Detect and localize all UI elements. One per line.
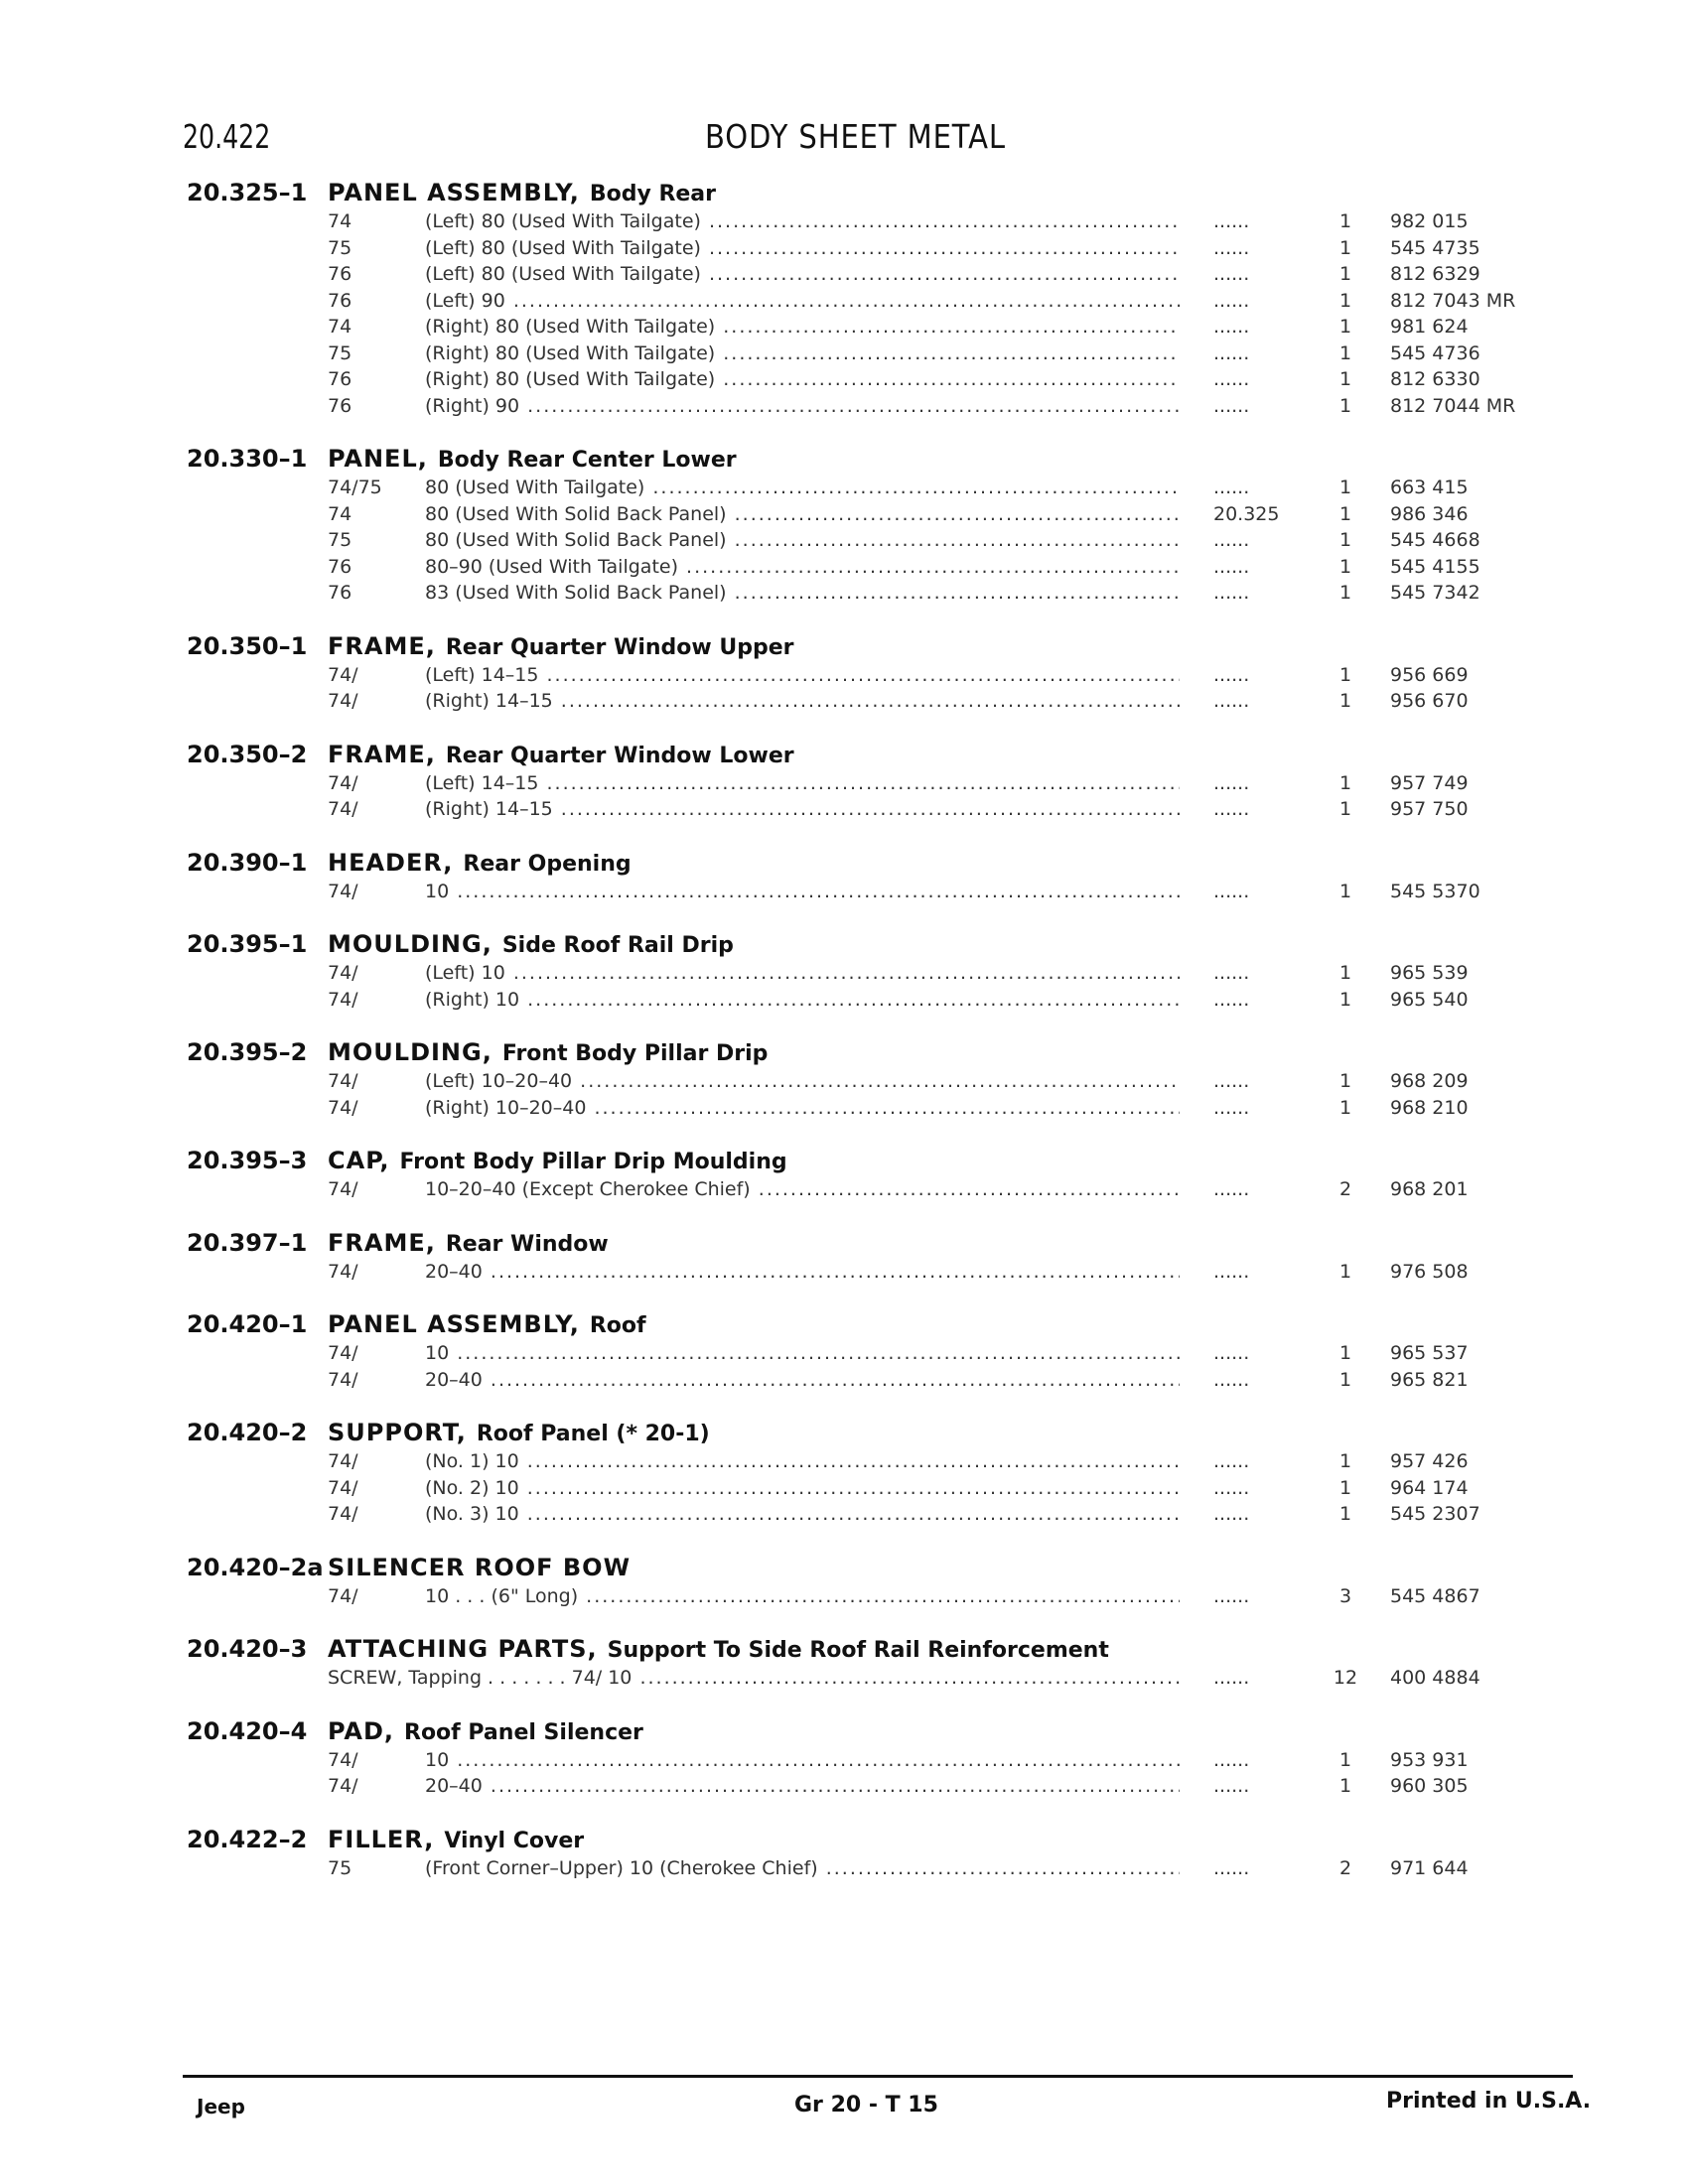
part-number-cell: 545 4155 bbox=[1390, 555, 1480, 578]
quantity-cell: 1 bbox=[1338, 663, 1352, 686]
section-name: MOULDING, bbox=[328, 930, 492, 958]
part-number-cell: 965 537 bbox=[1390, 1342, 1469, 1364]
quantity-cell: 1 bbox=[1338, 316, 1352, 338]
part-number-cell: 957 750 bbox=[1390, 798, 1469, 820]
section-name: MOULDING, bbox=[328, 1038, 492, 1066]
reference-cell: ...... bbox=[1213, 368, 1250, 390]
section-code: 20.325–1 bbox=[187, 179, 308, 206]
section-header bbox=[0, 1717, 1688, 1749]
year-cell: 74 bbox=[328, 316, 352, 338]
quantity-cell: 1 bbox=[1338, 1342, 1352, 1364]
quantity-cell: 1 bbox=[1338, 263, 1352, 285]
description-cell: (Right) 80 (Used With Tailgate) ..... bbox=[425, 342, 1180, 364]
part-number-cell: 968 201 bbox=[1390, 1178, 1469, 1200]
section-subtitle: Front Body Pillar Drip Moulding bbox=[399, 1150, 787, 1174]
quantity-cell: 1 bbox=[1338, 502, 1352, 525]
part-row bbox=[0, 690, 1688, 717]
reference-cell: ...... bbox=[1213, 1667, 1250, 1689]
part-number-cell: 981 624 bbox=[1390, 316, 1469, 338]
reference-cell: ...... bbox=[1213, 1748, 1250, 1771]
part-number-cell: 956 670 bbox=[1390, 690, 1469, 712]
year-cell: 74 bbox=[328, 210, 352, 232]
year-cell: 75 bbox=[328, 341, 352, 364]
part-row bbox=[0, 1097, 1688, 1124]
quantity-cell: 12 bbox=[1333, 1667, 1358, 1689]
description-cell: (No. 1) 10 ..... bbox=[425, 1450, 1180, 1472]
reference-cell: 20.325 bbox=[1213, 502, 1280, 525]
section-name: CAP, bbox=[328, 1147, 390, 1174]
quantity-cell: 1 bbox=[1338, 690, 1352, 712]
reference-cell: ...... bbox=[1213, 316, 1250, 338]
part-number-cell: 400 4884 bbox=[1390, 1667, 1480, 1689]
parts-section bbox=[0, 1554, 1688, 1612]
footer-brand: Jeep bbox=[197, 2095, 245, 2118]
part-row bbox=[0, 210, 1688, 237]
reference-cell: ...... bbox=[1213, 1856, 1250, 1879]
section-title bbox=[328, 1826, 584, 1853]
quantity-cell: 3 bbox=[1338, 1584, 1352, 1607]
section-code: 20.422–2 bbox=[187, 1825, 308, 1853]
section-header bbox=[0, 1310, 1688, 1342]
part-number-cell: 545 2307 bbox=[1390, 1503, 1480, 1525]
section-title bbox=[328, 1635, 1109, 1663]
quantity-cell: 1 bbox=[1338, 962, 1352, 984]
part-row bbox=[0, 477, 1688, 503]
reference-cell: ...... bbox=[1213, 394, 1250, 417]
page-number: 20.422 bbox=[183, 117, 271, 156]
parts-section bbox=[0, 1826, 1688, 1884]
description-cell: (No. 2) 10 ..... bbox=[425, 1477, 1180, 1499]
description-cell: (Right) 10–20–40 ..... bbox=[425, 1097, 1180, 1119]
footer-rule bbox=[183, 2075, 1573, 2078]
section-name: FRAME, bbox=[328, 740, 436, 768]
quantity-cell: 1 bbox=[1338, 1775, 1352, 1797]
section-name: FILLER, bbox=[328, 1825, 435, 1853]
part-number-cell: 982 015 bbox=[1390, 210, 1469, 232]
section-subtitle: Side Roof Rail Drip bbox=[501, 933, 734, 958]
description-cell: (Right) 10 ..... bbox=[425, 989, 1180, 1011]
part-number-cell: 812 6329 bbox=[1390, 263, 1480, 285]
section-title bbox=[328, 741, 794, 768]
section-title bbox=[328, 930, 734, 958]
description-cell: (Left) 10–20–40 ..... bbox=[425, 1070, 1180, 1092]
quantity-cell: 1 bbox=[1338, 1503, 1352, 1525]
section-subtitle: Front Body Pillar Drip bbox=[501, 1041, 769, 1066]
reference-cell: ...... bbox=[1213, 477, 1250, 498]
year-cell: 74/ bbox=[328, 1503, 358, 1525]
section-title bbox=[328, 1310, 646, 1338]
parts-section bbox=[0, 179, 1688, 421]
part-row bbox=[0, 1775, 1688, 1802]
description-cell: 80 (Used With Solid Back Panel) ..... bbox=[425, 503, 1180, 525]
part-row bbox=[0, 395, 1688, 422]
part-row bbox=[0, 1342, 1688, 1369]
parts-section bbox=[0, 1635, 1688, 1694]
section-header bbox=[0, 741, 1688, 772]
part-row bbox=[0, 1450, 1688, 1477]
part-row bbox=[0, 316, 1688, 342]
reference-cell: ...... bbox=[1213, 663, 1250, 686]
year-cell: 76 bbox=[328, 582, 352, 604]
part-row bbox=[0, 1503, 1688, 1530]
description-cell: 20–40 ..... bbox=[425, 1775, 1180, 1797]
section-subtitle: Roof bbox=[589, 1313, 646, 1338]
part-row bbox=[0, 1477, 1688, 1504]
part-number-cell: 971 644 bbox=[1390, 1856, 1469, 1879]
part-row bbox=[0, 1585, 1688, 1612]
section-title bbox=[328, 1147, 787, 1174]
part-row bbox=[0, 1749, 1688, 1776]
section-subtitle: Vinyl Cover bbox=[444, 1828, 585, 1853]
reference-cell: ...... bbox=[1213, 962, 1250, 984]
part-row bbox=[0, 962, 1688, 989]
section-name: ATTACHING PARTS, bbox=[328, 1635, 598, 1663]
quantity-cell: 1 bbox=[1338, 1476, 1352, 1499]
reference-cell: ...... bbox=[1213, 1368, 1250, 1391]
description-cell: 10 ..... bbox=[425, 881, 1180, 902]
description-cell: (Left) 14–15 ..... bbox=[425, 664, 1180, 686]
part-number-cell: 545 5370 bbox=[1390, 880, 1480, 902]
description-cell: (Left) 90 ..... bbox=[425, 290, 1180, 312]
quantity-cell: 1 bbox=[1338, 1070, 1352, 1092]
part-row bbox=[0, 582, 1688, 609]
section-subtitle: Roof Panel (* 20-1) bbox=[476, 1422, 710, 1446]
part-number-cell: 965 540 bbox=[1390, 988, 1469, 1011]
year-cell: 76 bbox=[328, 394, 352, 417]
reference-cell: ...... bbox=[1213, 798, 1250, 820]
section-header bbox=[0, 1554, 1688, 1585]
section-subtitle: Body Rear Center Lower bbox=[437, 448, 737, 473]
section-code: 20.420–4 bbox=[187, 1716, 308, 1745]
section-header bbox=[0, 1229, 1688, 1261]
description-cell: 10 . . . (6" Long) ..... bbox=[425, 1585, 1180, 1607]
section-header bbox=[0, 849, 1688, 881]
part-number-cell: 976 508 bbox=[1390, 1260, 1469, 1283]
section-name: SUPPORT, bbox=[328, 1419, 467, 1446]
reference-cell: ...... bbox=[1213, 1070, 1250, 1092]
reference-cell: ...... bbox=[1213, 582, 1250, 604]
year-cell: 74/ bbox=[328, 880, 358, 902]
part-number-cell: 812 6330 bbox=[1390, 368, 1480, 390]
reference-cell: ...... bbox=[1213, 690, 1250, 712]
reference-cell: ...... bbox=[1213, 236, 1250, 259]
reference-cell: ...... bbox=[1213, 1503, 1250, 1525]
reference-cell: ...... bbox=[1213, 1775, 1250, 1797]
year-cell: 75 bbox=[328, 1856, 352, 1879]
part-number-cell: 957 749 bbox=[1390, 771, 1469, 794]
quantity-cell: 2 bbox=[1338, 1178, 1352, 1200]
part-number-cell: 956 669 bbox=[1390, 663, 1469, 686]
part-number-cell: 957 426 bbox=[1390, 1450, 1469, 1472]
part-row bbox=[0, 263, 1688, 290]
section-header bbox=[0, 632, 1688, 664]
description-cell: 80 (Used With Tailgate) ..... bbox=[425, 477, 1180, 498]
parts-section bbox=[0, 1419, 1688, 1530]
reference-cell: ...... bbox=[1213, 771, 1250, 794]
section-code: 20.390–1 bbox=[187, 848, 308, 877]
quantity-cell: 1 bbox=[1338, 1450, 1352, 1472]
quantity-cell: 1 bbox=[1338, 477, 1352, 498]
quantity-cell: 2 bbox=[1338, 1856, 1352, 1879]
section-code: 20.350–1 bbox=[187, 631, 308, 660]
part-row bbox=[0, 342, 1688, 369]
section-title bbox=[328, 849, 632, 877]
description-cell: (Right) 14–15 ..... bbox=[425, 690, 1180, 712]
year-cell: 74/ bbox=[328, 1476, 358, 1499]
part-number-cell: 545 4668 bbox=[1390, 529, 1480, 551]
year-cell: 74/ bbox=[328, 771, 358, 794]
section-header bbox=[0, 1826, 1688, 1857]
parts-section bbox=[0, 1147, 1688, 1205]
quantity-cell: 1 bbox=[1338, 210, 1352, 232]
year-cell: 74/ bbox=[328, 663, 358, 686]
reference-cell: ...... bbox=[1213, 529, 1250, 551]
quantity-cell: 1 bbox=[1338, 1748, 1352, 1771]
section-code: 20.395–2 bbox=[187, 1038, 308, 1066]
quantity-cell: 1 bbox=[1338, 341, 1352, 364]
section-header bbox=[0, 930, 1688, 962]
section-subtitle: Rear Window bbox=[445, 1231, 609, 1257]
year-cell: 74/ bbox=[328, 798, 358, 820]
section-name: HEADER, bbox=[328, 848, 454, 877]
section-title bbox=[328, 1419, 710, 1446]
reference-cell: ...... bbox=[1213, 1584, 1250, 1607]
description-cell: (Right) 90 ..... bbox=[425, 395, 1180, 417]
section-code: 20.420–2a bbox=[187, 1553, 324, 1581]
section-title bbox=[328, 632, 794, 660]
section-title bbox=[328, 1554, 640, 1581]
section-header bbox=[0, 1147, 1688, 1178]
part-number-cell: 545 4867 bbox=[1390, 1584, 1480, 1607]
section-name: FRAME, bbox=[328, 631, 436, 660]
quantity-cell: 1 bbox=[1338, 289, 1352, 312]
part-number-cell: 960 305 bbox=[1390, 1775, 1469, 1797]
year-cell: 76 bbox=[328, 289, 352, 312]
reference-cell: ...... bbox=[1213, 1178, 1250, 1200]
year-cell: 74/ bbox=[328, 1260, 358, 1283]
reference-cell: ...... bbox=[1213, 210, 1250, 232]
section-title bbox=[328, 1038, 768, 1066]
description-cell: 10 ..... bbox=[425, 1749, 1180, 1771]
section-subtitle: Rear Opening bbox=[463, 851, 632, 877]
quantity-cell: 1 bbox=[1338, 1260, 1352, 1283]
section-name: SILENCER ROOF BOW bbox=[328, 1553, 632, 1581]
description-cell: (Left) 80 (Used With Tailgate) ..... bbox=[425, 263, 1180, 285]
section-subtitle: Rear Quarter Window Lower bbox=[445, 743, 794, 768]
reference-cell: ...... bbox=[1213, 880, 1250, 902]
reference-cell: ...... bbox=[1213, 263, 1250, 285]
description-cell: (Right) 14–15 ..... bbox=[425, 798, 1180, 820]
parts-section bbox=[0, 632, 1688, 717]
section-subtitle: Body Rear bbox=[589, 182, 716, 206]
reference-cell: ...... bbox=[1213, 1476, 1250, 1499]
footer-printed: Printed in U.S.A. bbox=[1386, 2089, 1592, 2114]
section-code: 20.397–1 bbox=[187, 1228, 308, 1257]
section-name: PAD, bbox=[328, 1716, 394, 1745]
reference-cell: ...... bbox=[1213, 341, 1250, 364]
part-row bbox=[0, 237, 1688, 264]
section-name: PANEL, bbox=[328, 445, 428, 473]
year-cell: 74/ bbox=[328, 962, 358, 984]
quantity-cell: 1 bbox=[1338, 880, 1352, 902]
quantity-cell: 1 bbox=[1338, 555, 1352, 578]
description-cell: (Front Corner–Upper) 10 (Cherokee Chief) ..... bbox=[425, 1857, 1180, 1879]
parts-section bbox=[0, 741, 1688, 825]
part-number-cell: 964 174 bbox=[1390, 1476, 1469, 1499]
quantity-cell: 1 bbox=[1338, 529, 1352, 551]
section-header bbox=[0, 1635, 1688, 1667]
part-number-cell: 663 415 bbox=[1390, 477, 1469, 498]
section-code: 20.350–2 bbox=[187, 740, 308, 768]
quantity-cell: 1 bbox=[1338, 1368, 1352, 1391]
parts-section bbox=[0, 930, 1688, 1015]
description-cell: SCREW, Tapping . . . . . . . 74/ 10 ..... bbox=[328, 1667, 1180, 1689]
section-header bbox=[0, 179, 1688, 210]
parts-section bbox=[0, 849, 1688, 907]
part-number-cell: 545 7342 bbox=[1390, 582, 1480, 604]
part-number-cell: 812 7044 MR bbox=[1390, 394, 1516, 417]
part-row bbox=[0, 1261, 1688, 1288]
part-row bbox=[0, 1178, 1688, 1205]
part-number-cell: 812 7043 MR bbox=[1390, 289, 1516, 312]
description-cell: 20–40 ..... bbox=[425, 1369, 1180, 1391]
section-subtitle: Support To Side Roof Rail Reinforcement bbox=[607, 1638, 1109, 1663]
section-header bbox=[0, 1419, 1688, 1450]
part-number-cell: 965 539 bbox=[1390, 962, 1469, 984]
section-name: FRAME, bbox=[328, 1228, 436, 1257]
year-cell: 74/ bbox=[328, 988, 358, 1011]
year-cell: 74/ bbox=[328, 1775, 358, 1797]
section-title bbox=[328, 1717, 643, 1745]
section-title bbox=[328, 179, 716, 206]
year-cell: 74/ bbox=[328, 1342, 358, 1364]
year-cell: 74/ bbox=[328, 1368, 358, 1391]
quantity-cell: 1 bbox=[1338, 236, 1352, 259]
year-cell: 74/ bbox=[328, 1070, 358, 1092]
parts-section bbox=[0, 1038, 1688, 1123]
year-cell: 76 bbox=[328, 263, 352, 285]
section-title bbox=[328, 445, 737, 473]
parts-section bbox=[0, 1229, 1688, 1288]
part-row bbox=[0, 1857, 1688, 1884]
parts-section bbox=[0, 445, 1688, 609]
section-code: 20.420–2 bbox=[187, 1419, 308, 1446]
reference-cell: ...... bbox=[1213, 1450, 1250, 1472]
year-cell: 74/75 bbox=[328, 477, 382, 498]
reference-cell: ...... bbox=[1213, 1260, 1250, 1283]
reference-cell: ...... bbox=[1213, 1096, 1250, 1119]
part-row bbox=[0, 1369, 1688, 1396]
parts-list bbox=[0, 179, 1688, 1907]
reference-cell: ...... bbox=[1213, 1342, 1250, 1364]
part-number-cell: 968 209 bbox=[1390, 1070, 1469, 1092]
footer-group: Gr 20 - T 15 bbox=[794, 2093, 938, 2117]
section-code: 20.420–1 bbox=[187, 1310, 308, 1338]
parts-section bbox=[0, 1310, 1688, 1395]
part-row bbox=[0, 503, 1688, 530]
part-row bbox=[0, 290, 1688, 317]
part-number-cell: 953 931 bbox=[1390, 1748, 1469, 1771]
part-row bbox=[0, 1667, 1688, 1694]
reference-cell: ...... bbox=[1213, 555, 1250, 578]
year-cell: 76 bbox=[328, 368, 352, 390]
description-cell: (No. 3) 10 ..... bbox=[425, 1503, 1180, 1525]
quantity-cell: 1 bbox=[1338, 798, 1352, 820]
section-code: 20.395–3 bbox=[187, 1147, 308, 1174]
year-cell: 75 bbox=[328, 529, 352, 551]
year-cell: 74/ bbox=[328, 1096, 358, 1119]
year-cell: 74/ bbox=[328, 1178, 358, 1200]
reference-cell: ...... bbox=[1213, 289, 1250, 312]
year-cell: 74/ bbox=[328, 690, 358, 712]
year-cell: 74/ bbox=[328, 1748, 358, 1771]
year-cell: 76 bbox=[328, 555, 352, 578]
section-code: 20.420–3 bbox=[187, 1635, 308, 1663]
reference-cell: ...... bbox=[1213, 988, 1250, 1011]
description-cell: (Left) 80 (Used With Tailgate) ..... bbox=[425, 237, 1180, 259]
year-cell: 74/ bbox=[328, 1450, 358, 1472]
quantity-cell: 1 bbox=[1338, 394, 1352, 417]
quantity-cell: 1 bbox=[1338, 1096, 1352, 1119]
section-code: 20.330–1 bbox=[187, 445, 308, 473]
part-row bbox=[0, 798, 1688, 825]
page-title: BODY SHEET METAL bbox=[705, 117, 1006, 156]
quantity-cell: 1 bbox=[1338, 771, 1352, 794]
part-row bbox=[0, 989, 1688, 1016]
description-cell: 10–20–40 (Except Cherokee Chief) ..... bbox=[425, 1178, 1180, 1200]
section-header bbox=[0, 445, 1688, 477]
section-name: PANEL ASSEMBLY, bbox=[328, 179, 580, 206]
section-code: 20.395–1 bbox=[187, 930, 308, 958]
part-row bbox=[0, 664, 1688, 691]
description-cell: 83 (Used With Solid Back Panel) ..... bbox=[425, 582, 1180, 604]
part-row bbox=[0, 368, 1688, 395]
part-row bbox=[0, 529, 1688, 556]
section-header bbox=[0, 1038, 1688, 1070]
part-row bbox=[0, 881, 1688, 907]
part-row bbox=[0, 1070, 1688, 1097]
section-subtitle: Rear Quarter Window Upper bbox=[445, 634, 794, 660]
year-cell: 74/ bbox=[328, 1584, 358, 1607]
part-number-cell: 965 821 bbox=[1390, 1368, 1469, 1391]
description-cell: (Left) 80 (Used With Tailgate) ..... bbox=[425, 210, 1180, 232]
section-title bbox=[328, 1229, 609, 1257]
description-cell: 80 (Used With Solid Back Panel) ..... bbox=[425, 529, 1180, 551]
quantity-cell: 1 bbox=[1338, 368, 1352, 390]
part-number-cell: 545 4735 bbox=[1390, 236, 1480, 259]
quantity-cell: 1 bbox=[1338, 988, 1352, 1011]
year-cell: 74 bbox=[328, 502, 352, 525]
part-number-cell: 545 4736 bbox=[1390, 341, 1480, 364]
description-cell: (Left) 14–15 ..... bbox=[425, 772, 1180, 794]
quantity-cell: 1 bbox=[1338, 582, 1352, 604]
section-subtitle: Roof Panel Silencer bbox=[404, 1719, 643, 1745]
part-row bbox=[0, 772, 1688, 799]
description-cell: (Right) 80 (Used With Tailgate) ..... bbox=[425, 316, 1180, 338]
part-number-cell: 986 346 bbox=[1390, 502, 1469, 525]
description-cell: 10 ..... bbox=[425, 1342, 1180, 1364]
part-row bbox=[0, 556, 1688, 583]
section-name: PANEL ASSEMBLY, bbox=[328, 1310, 580, 1338]
part-number-cell: 968 210 bbox=[1390, 1096, 1469, 1119]
description-cell: 20–40 ..... bbox=[425, 1261, 1180, 1283]
description-cell: (Right) 80 (Used With Tailgate) ..... bbox=[425, 368, 1180, 390]
parts-section bbox=[0, 1717, 1688, 1802]
year-cell: 75 bbox=[328, 236, 352, 259]
description-cell: (Left) 10 ..... bbox=[425, 962, 1180, 984]
description-cell: 80–90 (Used With Tailgate) ..... bbox=[425, 556, 1180, 578]
